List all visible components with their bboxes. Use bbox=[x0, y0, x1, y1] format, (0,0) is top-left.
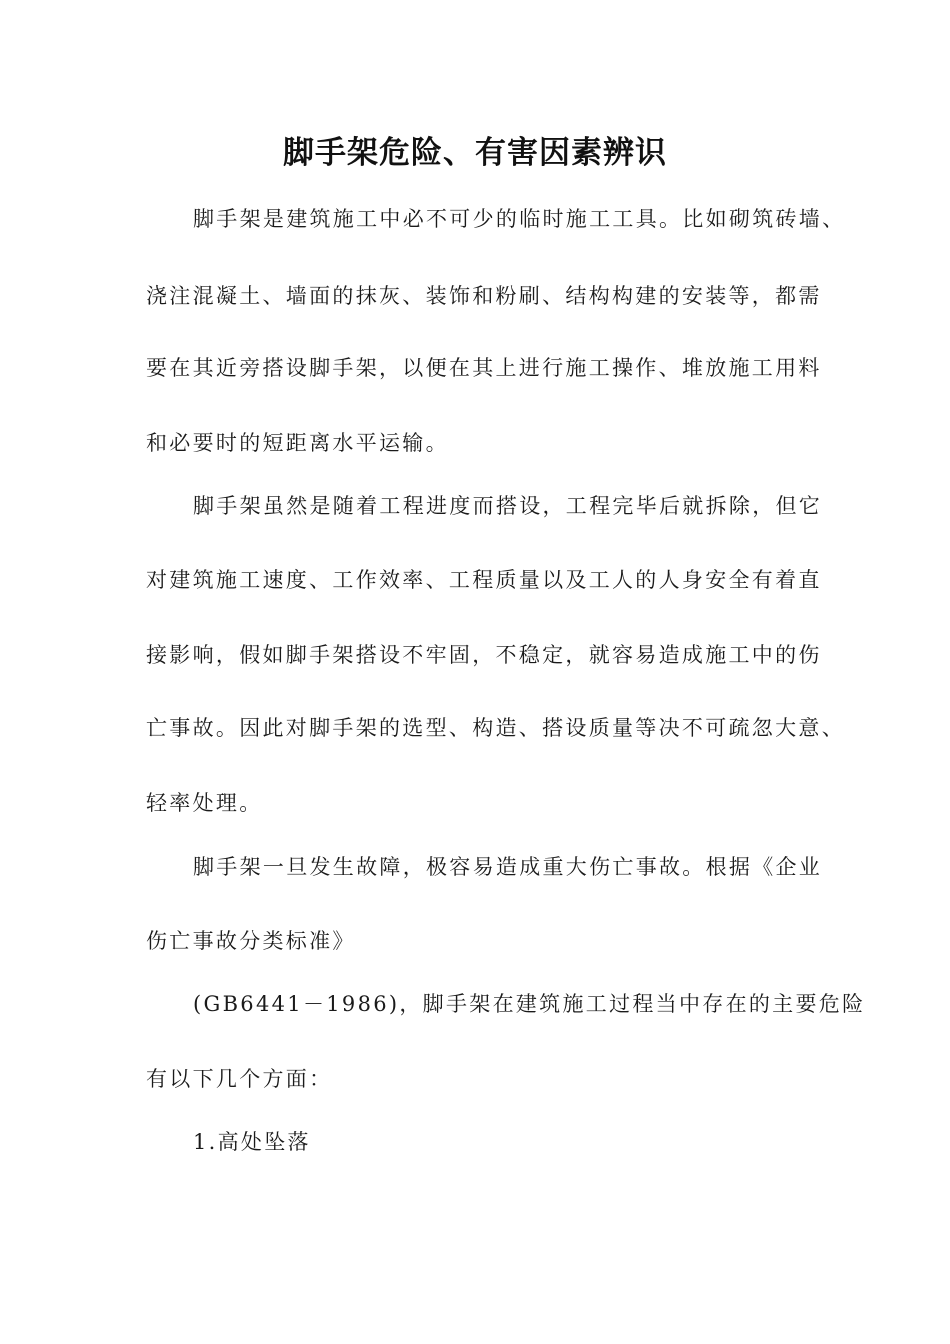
paragraph-1-line-4: 和必要时的短距离水平运输。 bbox=[146, 431, 449, 455]
paragraph-2-line-5: 轻率处理。 bbox=[146, 791, 263, 815]
paragraph-1-line-3: 要在其近旁搭设脚手架，以便在其上进行施工操作、堆放施工用料 bbox=[146, 356, 822, 380]
paragraph-2-line-3: 接影响，假如脚手架搭设不牢固，不稳定，就容易造成施工中的伤 bbox=[146, 643, 822, 667]
paragraph-4-line-1: (GB6441－1986)，脚手架在建筑施工过程当中存在的主要危险 bbox=[193, 992, 866, 1016]
paragraph-1-line-2: 浇注混凝土、墙面的抹灰、装饰和粉刷、结构构建的安装等，都需 bbox=[146, 284, 822, 308]
paragraph-1-line-1: 脚手架是建筑施工中必不可少的临时施工工具。比如砌筑砖墙、 bbox=[193, 207, 846, 231]
paragraph-4-line-2: 有以下几个方面： bbox=[146, 1067, 333, 1091]
section-heading-falls: 1.高处坠落 bbox=[193, 1130, 311, 1154]
paragraph-2-line-1: 脚手架虽然是随着工程进度而搭设，工程完毕后就拆除，但它 bbox=[193, 494, 823, 518]
paragraph-2-line-4: 亡事故。因此对脚手架的选型、构造、搭设质量等决不可疏忽大意、 bbox=[146, 716, 845, 740]
paragraph-2-line-2: 对建筑施工速度、工作效率、工程质量以及工人的人身安全有着直 bbox=[146, 568, 822, 592]
paragraph-3-line-1: 脚手架一旦发生故障，极容易造成重大伤亡事故。根据《企业 bbox=[193, 855, 823, 879]
paragraph-3-line-2: 伤亡事故分类标准》 bbox=[146, 929, 356, 953]
document-title: 脚手架危险、有害因素辨识 bbox=[283, 135, 667, 171]
